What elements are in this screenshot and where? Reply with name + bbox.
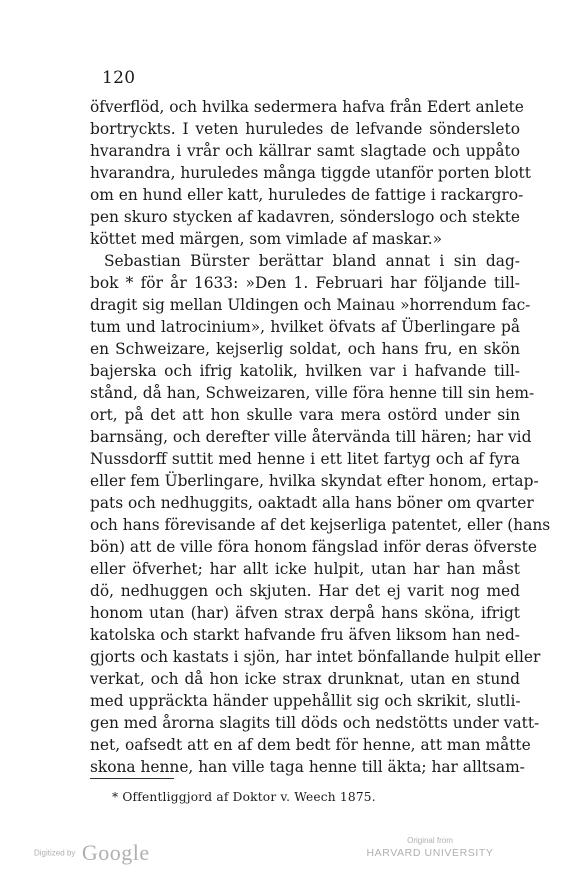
text-line: dö, nedhuggen och skjuten. Har det ej varit nog med xyxy=(90,582,520,600)
text-line: med uppräckta händer uppehållit sig och skrikit, slutli- xyxy=(90,692,521,710)
google-logo: Google xyxy=(81,840,150,865)
digitized-by-watermark xyxy=(34,840,150,866)
digitized-by-label: Digitized by xyxy=(34,848,76,858)
text-line: dragit sig mellan Uldingen och Mainau »horrendum fac- xyxy=(90,296,531,314)
body-text xyxy=(90,96,551,778)
text-line: och hans förevisande af det kejserliga patentet, eller (hans xyxy=(90,516,551,534)
text-line: bön) att de ville föra honom fängslad inför deras öfverste xyxy=(90,538,537,556)
text-line: hvarandra i vrår och källrar samt slagtade och uppåto xyxy=(90,142,520,160)
text-line: stånd, då han, Schweizaren, ville föra henne till sin hem- xyxy=(90,384,535,402)
text-line: barnsäng, och derefter ville återvända till hären; har vid xyxy=(90,428,532,446)
page-number: 120 xyxy=(102,68,136,88)
text-line: eller fem Überlingare, hvilka skyndat efter honom, ertap- xyxy=(90,472,539,490)
text-line: gen med årorna slagits till döds och nedstötts under vatt- xyxy=(90,714,540,732)
text-line: en Schweizare, kejserlig soldat, och hans fru, en skön xyxy=(90,340,520,358)
text-line: tum und latrocinium», hvilket öfvats af Überlingare på xyxy=(90,318,520,336)
footnote-divider xyxy=(90,778,174,779)
text-line: eller öfverhet; har allt icke hulpit, utan har han måst xyxy=(90,560,520,578)
text-line: gjorts och kastats i sjön, har intet bönfallande hulpit eller xyxy=(90,648,541,666)
text-line: pats och nedhuggits, oaktadt alla hans böner om qvarter xyxy=(90,494,534,512)
text-line: öfverflöd, och hvilka sedermera hafva från Edert anlete xyxy=(90,98,524,116)
text-line: katolska och starkt hafvande fru äfven liksom han ned- xyxy=(90,626,520,644)
text-line: om en hund eller katt, huruledes de fattige i rackargro- xyxy=(90,186,524,204)
text-line: bajerska och ifrig katolik, hvilken var i hafvande till- xyxy=(90,362,520,380)
text-line: honom utan (har) äfven strax derpå hans sköna, ifrigt xyxy=(90,604,520,622)
footnote: * Offentliggjord af Doktor v. Weech 1875. xyxy=(112,790,376,804)
institution-name: HARVARD UNIVERSITY xyxy=(366,847,494,859)
text-line: bok * för år 1633: »Den 1. Februari har följande till- xyxy=(90,274,520,292)
origin-watermark xyxy=(360,836,500,860)
text-line: net, oafsedt att en af dem bedt för henne, att man måtte xyxy=(90,736,531,754)
original-from-label: Original from xyxy=(407,836,453,845)
text-line: skona henne, han ville taga henne till äkta; har alltsam- xyxy=(90,758,525,776)
text-line: Sebastian Bürster berättar bland annat i sin dag- xyxy=(104,252,520,270)
text-line: bortryckts. I veten huruledes de lefvande söndersleto xyxy=(90,120,520,138)
text-line: ort, på det att hon skulle vara mera ostörd under sin xyxy=(90,406,520,424)
text-line: köttet med märgen, som vimlade af maskar.» xyxy=(90,230,443,248)
text-line: verkat, och då hon icke strax drunknat, utan en stund xyxy=(90,670,520,688)
text-line: Nussdorff suttit med henne i ett litet fartyg och af fyra xyxy=(90,450,520,468)
text-line: pen skuro stycken af kadavren, sönderslogo och stekte xyxy=(90,208,520,226)
text-line: hvarandra, huruledes många tiggde utanför porten blott xyxy=(90,164,531,182)
